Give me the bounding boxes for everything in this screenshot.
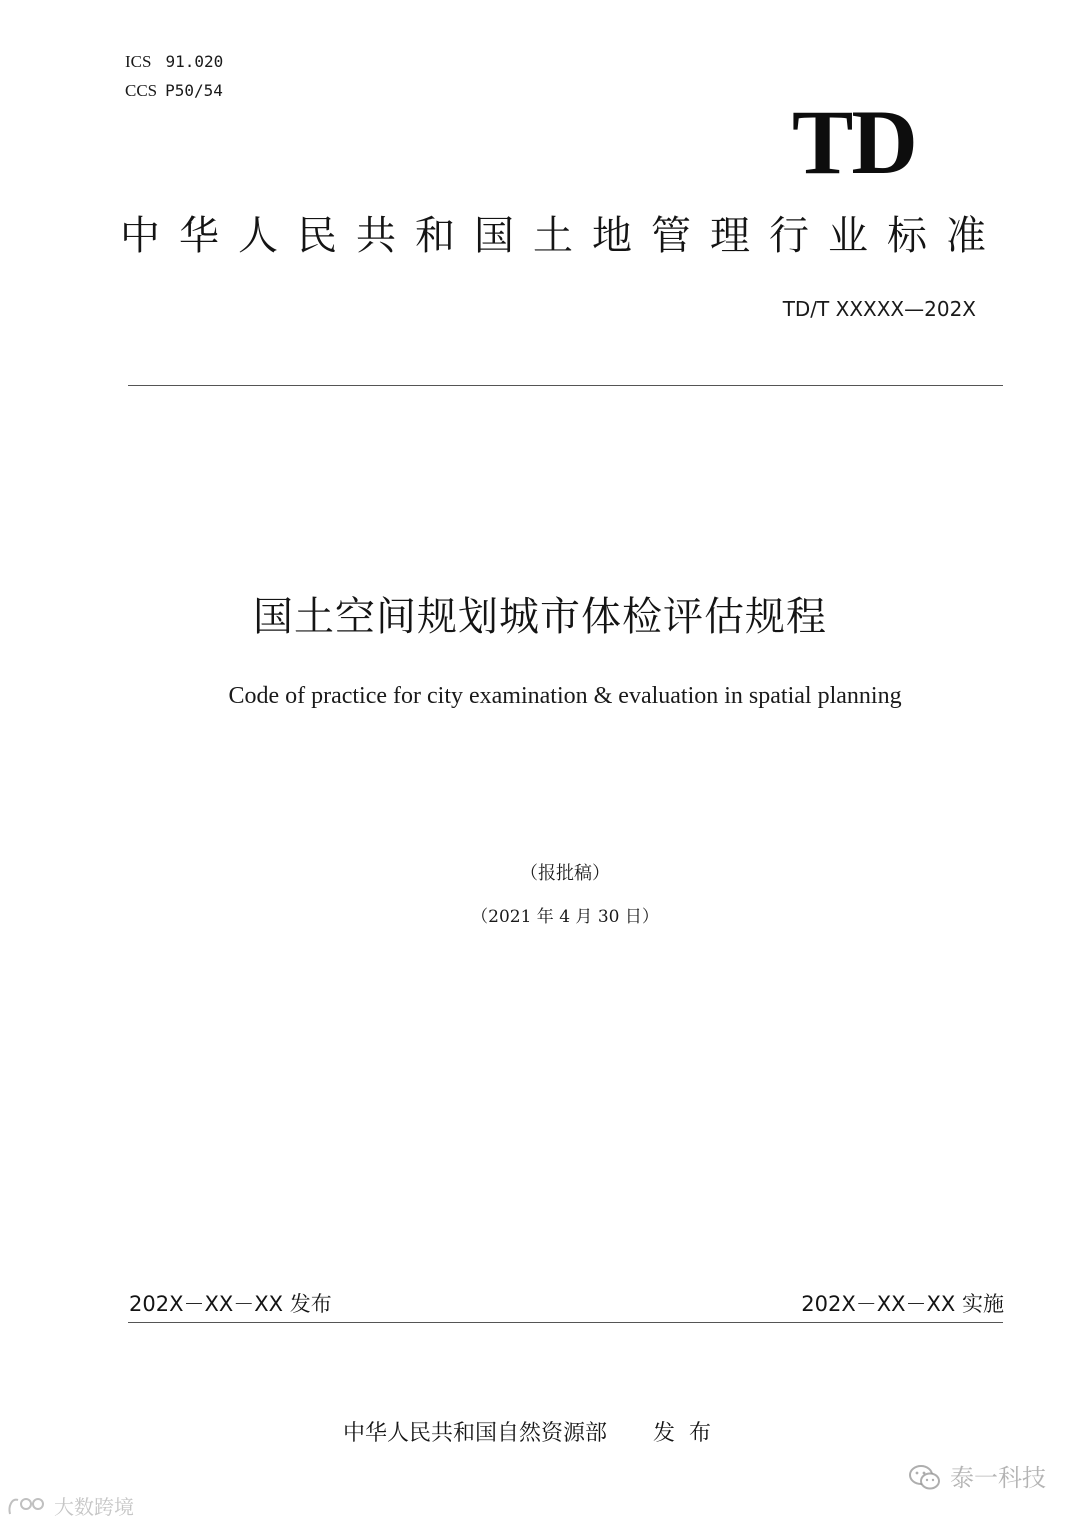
ics-label: ICS (125, 52, 152, 71)
standard-category: 中华人民共和国土地管理行业标准 (120, 213, 1005, 259)
watermark-left (6, 1493, 134, 1521)
watermark-logo-icon (6, 1494, 50, 1520)
watermark-left-text: 大数跨境 (54, 1495, 134, 1519)
ics-code: 91.020 (165, 52, 224, 71)
td-logo: TD (792, 91, 916, 193)
standard-number: TD/T XXXXX—202X (782, 297, 976, 321)
draft-date: （2021 年 4 月 30 日） (471, 907, 659, 927)
document-title-cn: 国土空间规划城市体检评估规程 (253, 594, 827, 640)
implementation-date: 202X－XX－XX 实施 (801, 1292, 1004, 1316)
bottom-divider (128, 1322, 1003, 1323)
publisher-name: 中华人民共和国自然资源部 (343, 1421, 608, 1446)
watermark-right-text: 泰一科技 (950, 1464, 1046, 1492)
publish-action: 发布 (653, 1421, 726, 1446)
ccs-line (125, 81, 223, 101)
watermark-right (908, 1461, 1046, 1495)
top-divider (128, 385, 1003, 386)
draft-status: （报批稿） (520, 863, 610, 884)
publisher-line (343, 1418, 725, 1450)
ics-line (125, 52, 223, 72)
issue-date: 202X－XX－XX 发布 (129, 1292, 332, 1316)
wechat-icon (908, 1464, 942, 1492)
ccs-label: CCS (125, 81, 158, 100)
ccs-code: P50/54 (165, 81, 223, 100)
document-title-en: Code of practice for city examination & evaluation in spatial planning (228, 683, 902, 709)
